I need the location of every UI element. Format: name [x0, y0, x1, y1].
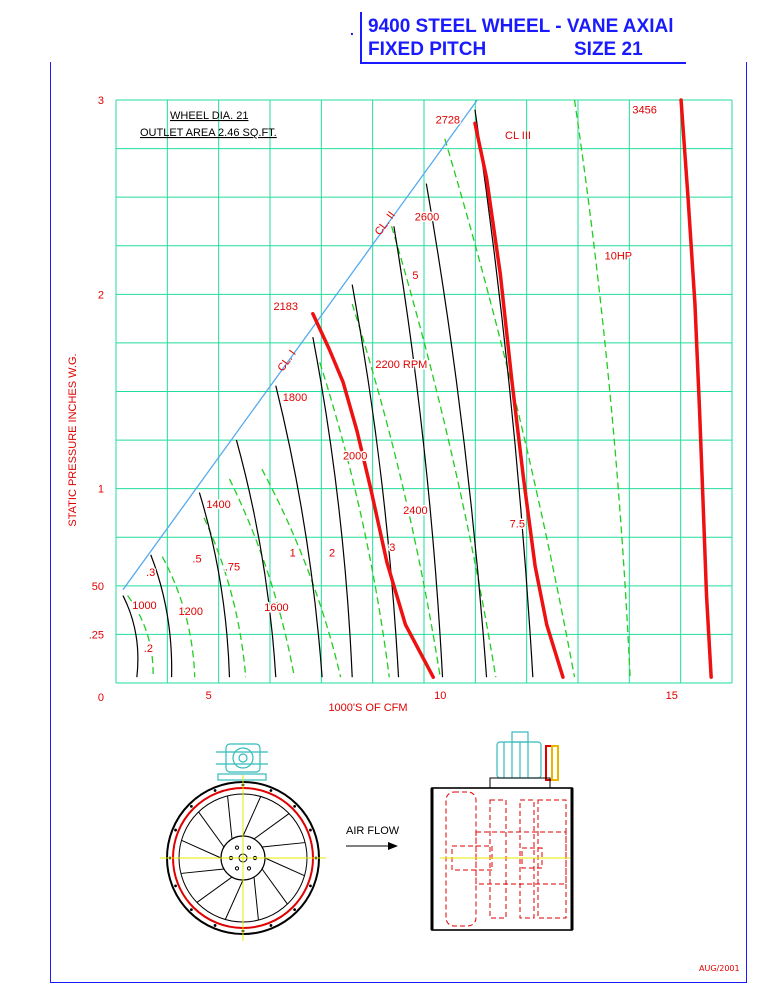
fan-blade-edge [254, 814, 289, 839]
curve-label: 1400 [206, 499, 231, 512]
flange-bolt [309, 829, 312, 832]
flange-bolt [174, 885, 177, 888]
hp-curve [204, 518, 246, 677]
header-size: SIZE 21 [574, 39, 643, 60]
axis-ticks [89, 95, 678, 704]
curve-label: 1 [289, 547, 296, 560]
chart-title-line-2: OUTLET AREA 2.46 SQ.FT. [140, 127, 277, 139]
curve-label: 2200 RPM [375, 359, 428, 372]
fan-front-view [160, 744, 326, 941]
hp-curve [229, 479, 294, 677]
header-title: 9400 STEEL WHEEL - VANE AXIAl [368, 16, 674, 37]
curve-label: 7.5 [509, 518, 525, 531]
curve-label: 2000 [342, 450, 368, 463]
y-tick-label: 0 [97, 692, 104, 704]
airflow-label: AIR FLOW [346, 825, 400, 837]
curve-label: 1800 [282, 392, 308, 405]
fan-blade-edge [228, 796, 232, 839]
curve-label: 2728 [435, 114, 461, 127]
rpm-curve [352, 285, 398, 678]
fan-blade-edge [225, 880, 243, 920]
flange-bolt [214, 924, 217, 927]
fan-blade-edge [265, 858, 305, 876]
curve-label: 1000 [132, 600, 157, 613]
fan-blade-edge [197, 877, 232, 902]
y-tick-label: .25 [88, 629, 104, 642]
flange-bolt [270, 789, 273, 792]
curve-label: .5 [192, 553, 202, 566]
x-tick-label: 5 [205, 690, 212, 702]
x-tick-label: 15 [665, 690, 678, 702]
fan-blade-edge [254, 877, 258, 920]
fan-blade-edge [262, 869, 287, 904]
x-tick-label: 10 [434, 690, 447, 702]
x-axis-label: 1000'S OF CFM [328, 702, 408, 714]
fan-blade-edge [262, 843, 305, 847]
curve-label: 2400 [403, 504, 428, 517]
curve-label: 3456 [632, 104, 657, 117]
motor-side-icon [497, 732, 541, 778]
rpm-curve [475, 110, 533, 677]
y-tick-label: 3 [97, 95, 104, 107]
date-stamp: AUG/2001 [699, 964, 740, 973]
motor-front-icon [216, 744, 268, 780]
flange-bolt [270, 924, 273, 927]
y-axis-label: STATIC PRESSURE INCHES W.G. [67, 353, 79, 527]
rpm-curve [426, 184, 486, 678]
hp-curve [575, 100, 631, 677]
curve-label: 2 [329, 547, 336, 560]
airflow-arrow [346, 825, 400, 850]
header-dot: . [350, 22, 354, 38]
flange-bolt [190, 805, 193, 808]
rpm-curve [199, 493, 229, 678]
chart-title-line-1: WHEEL DIA. 21 [170, 110, 249, 122]
flange-bolt [309, 885, 312, 888]
class-label: CL. I [275, 347, 299, 374]
curve-label: 5 [412, 269, 419, 282]
flange-bolt [293, 805, 296, 808]
curve-label: 1200 [178, 605, 204, 618]
curve-label: 1600 [264, 602, 289, 615]
max-rpm-curve [681, 100, 711, 677]
fan-blade-edge [181, 840, 221, 858]
chart-grid [116, 100, 732, 683]
curve-label: .2 [143, 642, 153, 655]
class-label: CL III [505, 129, 531, 142]
y-tick-label: 1 [97, 483, 104, 496]
hub-bolt [247, 867, 250, 870]
fan-side-view [432, 732, 572, 930]
curve-label: 10HP [604, 250, 633, 263]
hp-curves [128, 100, 631, 677]
fan-blade-edge [199, 812, 224, 847]
y-axis-label-group [67, 353, 79, 526]
curve-label: .3 [146, 567, 156, 580]
curve-label: .75 [224, 561, 241, 574]
flange-bolt [174, 829, 177, 832]
curve-label: 2600 [414, 211, 440, 224]
hub-bolt [235, 867, 238, 870]
rpm-curves [123, 110, 533, 677]
fan-blade-edge [181, 869, 224, 873]
hp-curve [445, 139, 575, 677]
flange-bolt [293, 908, 296, 911]
header-pitch: FIXED PITCH [368, 39, 487, 60]
curve-label: 2183 [273, 300, 298, 313]
hub-bolt [235, 846, 238, 849]
rpm-curve [276, 386, 322, 677]
class-label: CL. II [372, 209, 398, 238]
flange-bolt [214, 789, 217, 792]
fan-blade-edge [243, 796, 261, 836]
y-tick-label: 2 [97, 289, 104, 302]
hub-bolt [247, 846, 250, 849]
y-tick-label: 50 [91, 580, 104, 593]
flange-bolt [190, 908, 193, 911]
curve-label: 3 [389, 541, 396, 554]
